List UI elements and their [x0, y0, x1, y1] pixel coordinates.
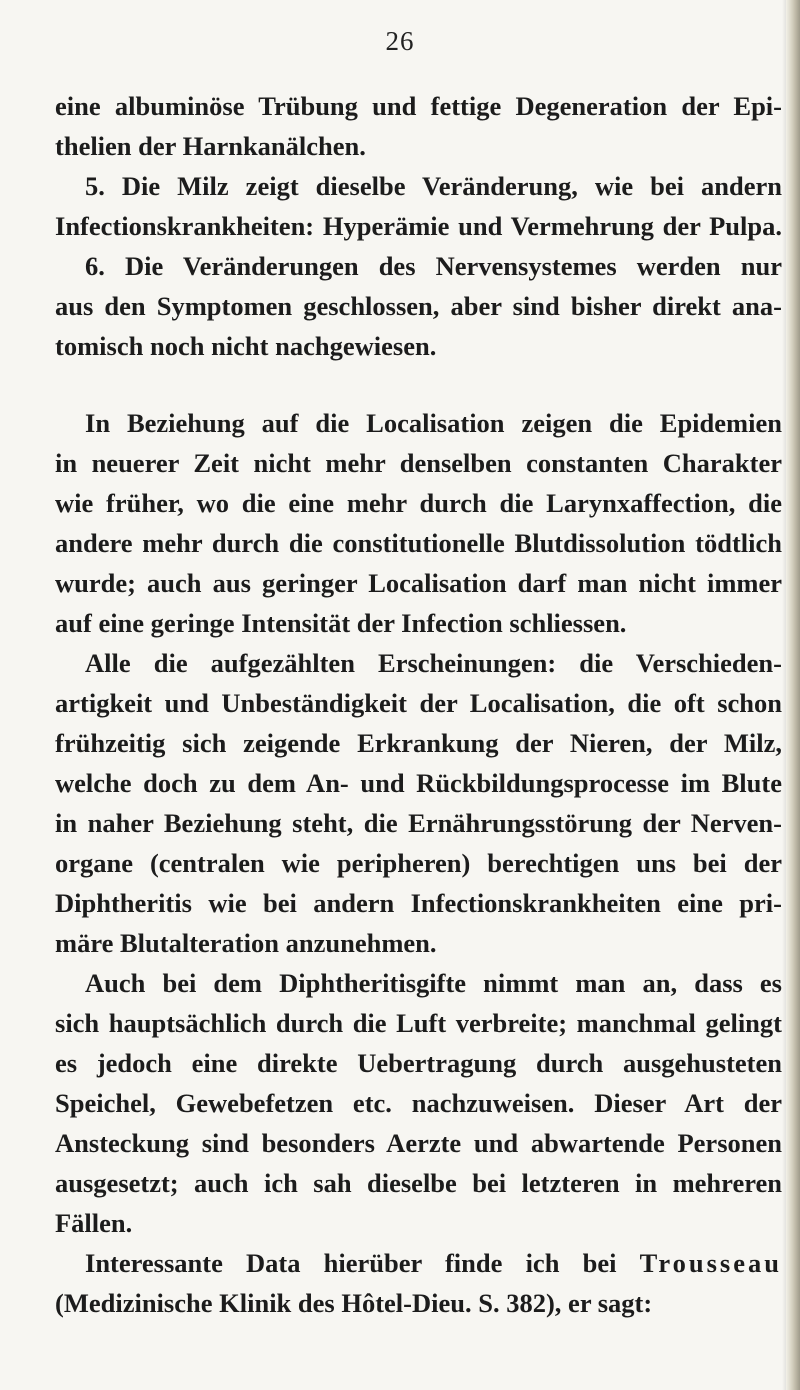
text-line: 5. Die Milz zeigt dieselbe Veränderung, wie bei andern: [85, 171, 782, 201]
text-line: artigkeit und Unbeständigkeit der Localisation, die oft schon: [55, 688, 782, 718]
page-number: 26: [385, 26, 415, 56]
text-fragment: Interessante Data hierüber finde ich bei: [85, 1248, 617, 1278]
text-line: wie früher, wo die eine mehr durch die Larynxaffection, die: [55, 488, 782, 518]
text-line: in naher Beziehung steht, die Ernährungsstörung der Nerven-: [55, 808, 782, 838]
text-line: Speichel, Gewebefetzen etc. nachzuweisen. Dieser Art der: [55, 1088, 782, 1118]
text-line: 6. Die Veränderungen des Nervensystemes werden nur: [85, 251, 782, 281]
text-line: thelien der Harnkanälchen.: [55, 131, 366, 161]
text-line: Ansteckung sind besonders Aerzte und abwartende Personen: [55, 1128, 782, 1158]
text-line: wurde; auch aus geringer Localisation darf man nicht immer: [55, 568, 782, 598]
paragraph-gap: [55, 366, 782, 403]
text-line: aus den Symptomen geschlossen, aber sind bisher direkt ana-: [55, 291, 782, 321]
text-line: sich hauptsächlich durch die Luft verbreite; manchmal gelingt: [55, 1008, 782, 1038]
text-line: frühzeitig sich zeigende Erkrankung der Nieren, der Milz,: [55, 728, 782, 758]
text-line: (Medizinische Klinik des Hôtel-Dieu. S. 382), er sagt:: [55, 1288, 653, 1318]
text-line: Diphtheritis wie bei andern Infectionskrankheiten eine pri-: [55, 888, 782, 918]
text-line: [55, 1243, 782, 1283]
text-line: märe Blutalteration anzunehmen.: [55, 928, 437, 958]
text-line: organe (centralen wie peripheren) berechtigen uns bei der: [55, 848, 782, 878]
text-line: In Beziehung auf die Localisation zeigen die Epidemien: [85, 408, 782, 438]
text-line: Alle die aufgezählten Erscheinungen: die Verschieden-: [85, 648, 782, 678]
text-line: es jedoch eine direkte Uebertragung durch ausgehusteten: [55, 1048, 782, 1078]
text-line: welche doch zu dem An- und Rückbildungsprocesse im Blute: [55, 768, 782, 798]
text-line: auf eine geringe Intensität der Infection schliessen.: [55, 608, 627, 638]
text-line: Fällen.: [55, 1208, 133, 1238]
text-line: tomisch noch nicht nachgewiesen.: [55, 331, 437, 361]
body-text: [55, 86, 782, 1323]
text-line: in neuerer Zeit nicht mehr denselben constanten Charakter: [55, 448, 782, 478]
page-edge: [786, 0, 800, 1390]
text-line: Infectionskrankheiten: Hyperämie und Vermehrung der Pulpa.: [55, 211, 782, 241]
text-line: andere mehr durch die constitutionelle Blutdissolution tödtlich: [55, 528, 782, 558]
text-line: eine albuminöse Trübung und fettige Degeneration der Epi-: [55, 91, 782, 121]
author-name: Trousseau: [639, 1248, 782, 1278]
text-line: Auch bei dem Diphtheritisgifte nimmt man an, dass es: [85, 968, 782, 998]
text-line: ausgesetzt; auch ich sah dieselbe bei letzteren in mehreren: [55, 1168, 782, 1198]
